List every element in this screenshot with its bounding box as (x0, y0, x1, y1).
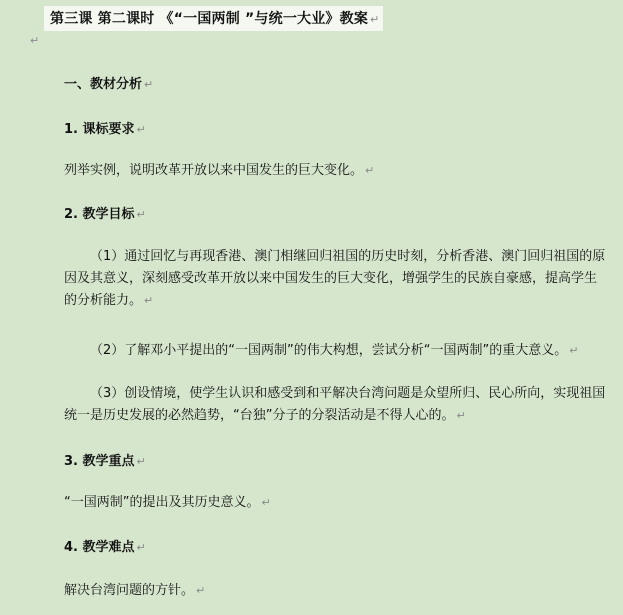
heading-key-points (64, 451, 146, 473)
section-heading (64, 74, 153, 96)
paragraph-mark-icon: ↵ (136, 208, 146, 221)
paragraph-mark-icon: ↵ (365, 164, 375, 177)
document-title-box (44, 6, 383, 31)
heading-text: 2. 教学目标 (64, 207, 135, 222)
section-heading-text: 一、教材分析 (64, 77, 143, 92)
paragraph-difficult-points (64, 580, 205, 602)
heading-text: 3. 教学重点 (64, 454, 135, 469)
paragraph-mark-icon: ↵ (261, 496, 271, 509)
paragraph-mark-icon: ↵ (136, 541, 146, 554)
paragraph-mark-icon: ↵ (569, 344, 579, 357)
paragraph-key-points (64, 492, 271, 514)
paragraph-text: 解决台湾问题的方针。 (64, 583, 195, 598)
paragraph-mark-icon: ↵ (196, 584, 206, 597)
paragraph-curriculum (64, 160, 374, 182)
paragraph-mark-icon: ↵ (144, 78, 154, 91)
paragraph-mark-icon: ↵ (30, 34, 40, 47)
heading-text: 1. 课标要求 (64, 122, 135, 137)
paragraph-text: （2）了解邓小平提出的“一国两制”的伟大构想，尝试分析“一国两制”的重大意义。 (90, 343, 568, 358)
paragraph-text: （1）通过回忆与再现香港、澳门相继回归祖国的历史时刻，分析香港、澳门回归祖国的原因及其意义，深刻感受改革开放以来中国发生的巨大变化，增强学生的民族自豪感，提高学生的分析能力。 (64, 249, 606, 308)
paragraph-mark-icon: ↵ (370, 13, 380, 26)
paragraph-goal-2 (64, 340, 608, 362)
paragraph-text: 列举实例，说明改革开放以来中国发生的巨大变化。 (64, 163, 364, 178)
heading-difficult-points (64, 537, 146, 559)
heading-teaching-goals (64, 204, 146, 226)
heading-curriculum-standard (64, 119, 146, 141)
paragraph-text: “一国两制”的提出及其历史意义。 (64, 495, 260, 510)
document-title: 第三课 第二课时 《“一国两制 ”与统一大业》教案 (50, 11, 369, 27)
paragraph-mark-icon: ↵ (456, 409, 466, 422)
paragraph-goal-1 (64, 246, 608, 312)
paragraph-goal-3 (64, 383, 608, 427)
paragraph-text: （3）创设情境，使学生认识和感受到和平解决台湾问题是众望所归、民心所向，实现祖国统一是历史发展的必然趋势，“台独”分子的分裂活动是不得人心的。 (64, 386, 606, 423)
paragraph-mark-icon: ↵ (136, 123, 146, 136)
paragraph-mark-icon: ↵ (144, 294, 154, 307)
paragraph-mark-icon: ↵ (136, 455, 146, 468)
heading-text: 4. 教学难点 (64, 540, 135, 555)
